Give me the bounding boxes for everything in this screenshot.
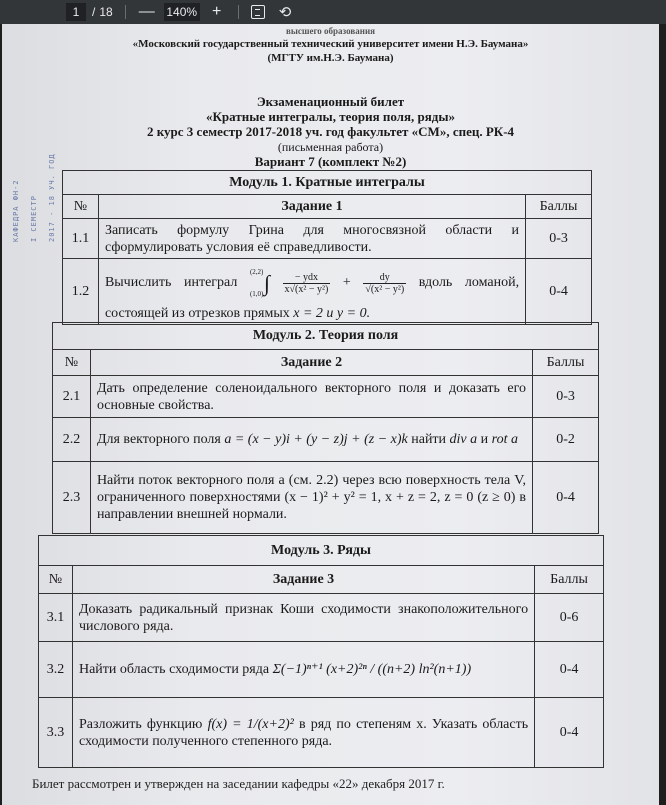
course-info: 2 курс 3 семестр 2017-2018 уч. год факультет «СМ», спец. РК-4 [146,124,515,139]
pdf-toolbar [0,0,666,24]
page-number-input[interactable]: 1 [66,3,86,21]
table-row: 2.3 Найти поток векторного поля a (см. 2.2) через всю поверхность тела V, ограниченного поверхностями (x − 1)² + y² = 1, x + z = 2, z = 0 (z ≥ 0) в направлении внешней нормали. 0-4 [53,462,599,534]
task-text: Дать определение соленоидального векторного поля и доказать его основные свойства. [90,376,532,418]
variant-title: Вариант 7 (комплект №2) [254,154,407,169]
university-short: (МГТУ им.Н.Э. Баумана) [267,52,394,64]
ticket-title: Экзаменационный билет [256,94,405,109]
col-task-header: Задание 1 [98,195,525,219]
task-text: Разложить функцию f(x) = 1/(x+2)² в ряд по степеням x. Указать область сходимости полученного степенного ряда. [72,698,534,768]
task-text: Доказать радикальный признак Коши сходимости знакоположительного числового ряда. [72,594,534,642]
module-title: Модуль 1. Кратные интегралы [63,171,592,195]
col-task-header: Задание 3 [72,566,534,594]
col-score-header: Баллы [526,195,592,219]
toolbar-divider [238,5,239,19]
table-row: 3.2 Найти область сходимости ряда Σ(−1)ⁿ⁺¹ (x+2)²ⁿ / ((n+2) ln²(n+1)) 0-4 [39,642,604,698]
module-title: Модуль 3. Ряды [39,536,604,566]
col-score-header: Баллы [535,566,604,594]
module-3-table [38,535,604,768]
rotate-icon[interactable]: ⟲ [278,4,292,21]
function-formula: f(x) = 1/(x+2)² [207,716,294,732]
col-num-header: № [63,195,99,219]
table-row: 2.2 Для векторного поля a = (x − y)i + (y − z)j + (z − x)k найти div a и rot a 0-2 [53,418,599,462]
table-row: 3.3 Разложить функцию f(x) = 1/(x+2)² в ряд по степеням x. Указать область сходимости полученного степенного ряда. 0-4 [39,698,604,768]
vector-field-formula: a = (x − y)i + (y − z)j + (z − x)k [224,432,408,447]
table-row: 1.1 Записать формулу Грина для многосвязной области и сформулировать условия её справедливости. 0-3 [63,219,592,259]
approval-footer: Билет рассмотрен и утвержден на заседании кафедры «22» декабря 2017 г. [32,776,445,791]
task-text: Найти область сходимости ряда Σ(−1)ⁿ⁺¹ (x+2)²ⁿ / ((n+2) ln²(n+1)) [72,642,534,698]
col-num-header: № [53,350,91,376]
task-text: Записать формулу Грина для многосвязной области и сформулировать условия её справедливости. [98,219,525,259]
table-row: 2.1 Дать определение соленоидального векторного поля и доказать его основные свойства. 0-3 [53,376,599,418]
col-task-header: Задание 2 [90,350,532,376]
cut-header: высшего образования [285,26,376,36]
col-score-header: Баллы [533,350,599,376]
page-total: 18 [99,5,113,19]
col-num-header: № [39,566,73,594]
task-text: Вычислить интеграл (2,2) (1,0)∫ − ydx x√(x² − y²) + $\frac{dy}{\text{√(x² − y²)}}$ вдоль ломаной, состоящей из отрезков прямых x = 2 и y = 0. [98,259,525,325]
module-2-table [52,322,599,534]
fit-page-icon[interactable] [251,5,265,19]
module-title: Модуль 2. Теория поля [53,323,599,350]
document-page [2,24,659,805]
zoom-in-button[interactable]: + [212,3,222,20]
series-formula: Σ(−1)ⁿ⁺¹ (x+2)²ⁿ / ((n+2) ln²(n+1)) [272,662,472,677]
department-stamp: КАФЕДРА ФН-2 I СЕМЕСТР 2017 - 18 УЧ. ГОД [12,153,56,242]
zoom-out-button[interactable]: — [138,3,155,20]
module-1-table [62,170,592,325]
exam-form: (письменная работа) [277,140,384,154]
task-text: Для векторного поля a = (x − y)i + (y − z)j + (z − x)k найти div a и rot a [90,418,532,462]
table-row: 1.2 Вычислить интеграл (2,2) (1,0)∫ − ydx x√(x² − y²) + $\frac{dy}{\text{√(x² − y²)}}$ вдоль ломаной, состоящей из отрезков прямых x = 2 и y = 0. 0-4 [63,259,592,325]
subject-title: «Кратные интегралы, теория поля, ряды» [206,109,455,124]
page-separator: / [92,5,96,19]
toolbar-divider [125,5,126,19]
table-row: 3.1 Доказать радикальный признак Коши сходимости знакоположительного числового ряда. 0-6 [39,594,604,642]
task-text: Найти поток векторного поля a (см. 2.2) через всю поверхность тела V, ограниченного поверхностями (x − 1)² + y² = 1, x + z = 2, z = 0 (z ≥ 0) в направлении внешней нормали. [90,462,532,534]
zoom-input[interactable]: 140% [164,3,200,21]
university-name: «Московский государственный технический университет имени Н.Э. Баумана» [132,38,529,50]
line-integral-formula: (2,2) (1,0)∫ − ydx x√(x² − y²) + $\frac{dy}{\text{√(x² − y²)}}$ [249,268,405,298]
